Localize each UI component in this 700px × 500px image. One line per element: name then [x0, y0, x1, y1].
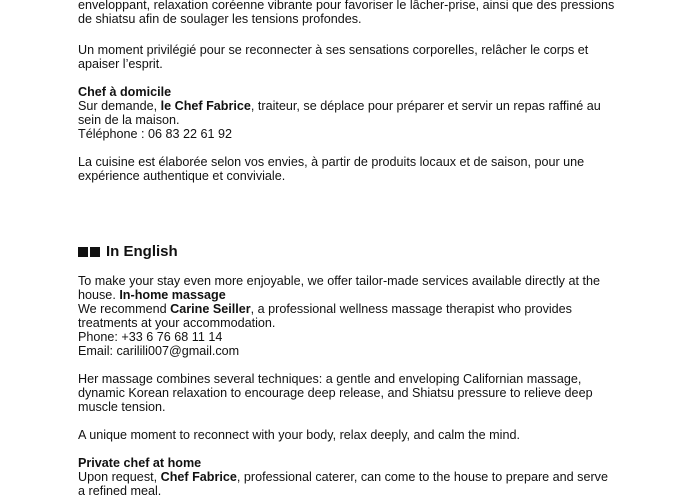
french-massage-paragraph: [78, 0, 638, 26]
section-subheading: Private chef at home: [78, 456, 202, 470]
square-bullet-icon: [78, 247, 88, 257]
english-intro-paragraph: [78, 274, 638, 358]
text-line: dynamic Korean relaxation to encourage deep release, and Shiatsu pressure to relieve deep: [78, 386, 593, 400]
text-line: Her massage combines several techniques: a gentle and enveloping Californian massage,: [78, 372, 582, 386]
section-heading: In English: [106, 243, 178, 260]
text-line: apaiser l’esprit.: [78, 57, 163, 71]
text-line: Sur demande, le Chef Fabrice, traiteur, se déplace pour préparer et servir un repas raffiné au: [78, 99, 601, 113]
text-line: To make your stay even more enjoyable, we offer tailor-made services available directly at the: [78, 274, 600, 288]
french-chef-section: [78, 85, 638, 141]
chef-name: Chef Fabrice: [160, 470, 237, 484]
phone-line: Phone: +33 6 76 68 11 14: [78, 330, 223, 344]
text-line: expérience authentique et conviviale.: [78, 169, 286, 183]
text-line: house. In-home massage: [78, 288, 226, 302]
section-subheading: In-home massage: [119, 288, 226, 302]
text-line: Upon request, Chef Fabrice, professional caterer, can come to the house to prepare and serve: [78, 470, 608, 484]
text-line: sein de la maison.: [78, 113, 180, 127]
phone-line: Téléphone : 06 83 22 61 92: [78, 127, 233, 141]
english-techniques-paragraph: [78, 372, 638, 414]
text-line: a refined meal.: [78, 484, 162, 498]
english-unique-paragraph: [78, 428, 638, 442]
text-line: La cuisine est élaborée selon vos envies, à partir de produits locaux et de saison, pour une: [78, 155, 585, 169]
square-bullet-icon: [90, 247, 100, 257]
chef-name: le Chef Fabrice: [160, 99, 251, 113]
text-line: treatments at your accommodation.: [78, 316, 276, 330]
english-heading: [78, 243, 638, 261]
text-line: de shiatsu afin de soulager les tensions profondes.: [78, 12, 362, 26]
text-line: A unique moment to reconnect with your body, relax deeply, and calm the mind.: [78, 428, 520, 442]
text-line: muscle tension.: [78, 400, 166, 414]
french-cuisine-paragraph: [78, 155, 638, 183]
email-line: Email: carilili007@gmail.com: [78, 344, 240, 358]
therapist-name: Carine Seiller: [170, 302, 251, 316]
text-line: We recommend Carine Seiller, a professional wellness massage therapist who provides: [78, 302, 572, 316]
english-chef-section: [78, 456, 638, 498]
section-subheading: Chef à domicile: [78, 85, 172, 99]
text-line: enveloppant, relaxation coréenne vibrante pour favoriser le lâcher-prise, ainsi que des pressions: [78, 0, 615, 12]
text-line: Un moment privilégié pour se reconnecter à ses sensations corporelles, relâcher le corps et: [78, 43, 589, 57]
french-moment-paragraph: [78, 43, 638, 71]
